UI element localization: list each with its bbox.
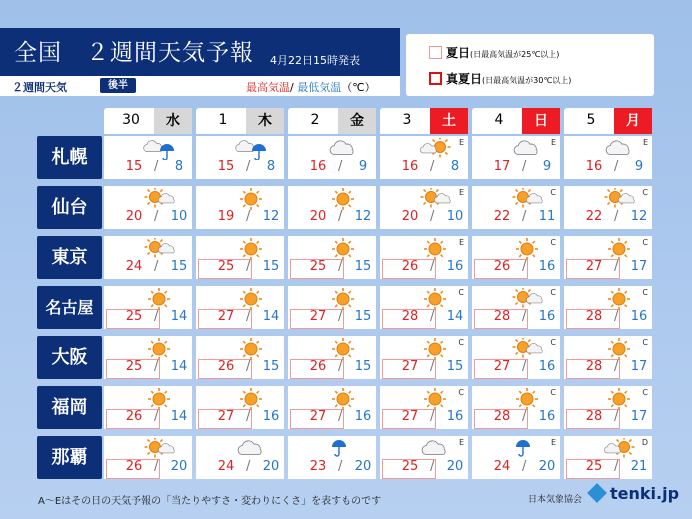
min-temp: 14 xyxy=(170,309,188,324)
forecast-cell xyxy=(472,236,560,279)
max-temp: 26 xyxy=(125,459,143,474)
min-temp-label: 最低気温 xyxy=(297,81,342,94)
forecast-cell xyxy=(564,336,652,379)
min-temp: 21 xyxy=(630,459,648,474)
max-temp: 27 xyxy=(217,409,235,424)
sun-icon xyxy=(416,288,454,310)
organization: 日本気象協会 xyxy=(528,495,583,505)
sun-icon xyxy=(324,338,362,360)
temp-separator: / xyxy=(614,209,619,224)
forecast-cell xyxy=(196,286,284,329)
city-label: 仙台 xyxy=(37,186,102,229)
min-temp: 17 xyxy=(630,359,648,374)
sun-icon xyxy=(600,388,638,410)
cloud-icon xyxy=(600,138,638,160)
max-temp: 25 xyxy=(217,259,235,274)
temp-separator: / xyxy=(522,359,527,374)
hot-label: 真夏日 xyxy=(446,72,483,86)
day-header-4 xyxy=(472,108,560,134)
logo-text: tenki.jp xyxy=(610,484,680,503)
temp-separator: / xyxy=(154,259,159,274)
temp-separator: / xyxy=(246,259,251,274)
day-weekday: 日 xyxy=(522,108,560,134)
max-temp: 25 xyxy=(125,309,143,324)
forecast-cell xyxy=(472,386,560,429)
max-temp: 25 xyxy=(125,359,143,374)
cloud-rain-icon xyxy=(232,138,270,160)
city-label: 名古屋 xyxy=(37,286,102,329)
temp-separator: / xyxy=(614,459,619,474)
max-temp: 26 xyxy=(309,359,327,374)
cloud-sun-icon xyxy=(416,138,454,160)
forecast-cell xyxy=(380,286,468,329)
forecast-cell xyxy=(380,436,468,479)
max-temp: 25 xyxy=(309,259,327,274)
temp-separator: / xyxy=(614,409,619,424)
min-temp: 15 xyxy=(354,259,372,274)
min-temp: 20 xyxy=(262,459,280,474)
reliability-rank: C xyxy=(642,388,648,397)
temp-separator: / xyxy=(246,459,251,474)
forecast-cell xyxy=(104,436,192,479)
max-temp: 17 xyxy=(493,159,511,174)
legend-box xyxy=(406,34,654,96)
reliability-rank: C xyxy=(458,338,464,347)
min-temp: 12 xyxy=(262,209,280,224)
min-temp: 16 xyxy=(446,259,464,274)
sun-icon xyxy=(324,238,362,260)
forecast-cell xyxy=(104,136,192,179)
forecast-cell xyxy=(472,336,560,379)
hot-swatch xyxy=(429,72,442,85)
min-temp: 16 xyxy=(262,409,280,424)
cloud-sun-icon xyxy=(600,438,638,460)
temp-legend xyxy=(246,79,376,95)
forecast-cell xyxy=(564,136,652,179)
temp-separator: / xyxy=(246,309,251,324)
sun-icon xyxy=(140,288,178,310)
footnote: A～Eはその日の天気予報の「当たりやすさ・変わりにくさ」を表すものです xyxy=(38,496,382,507)
forecast-cell xyxy=(380,236,468,279)
min-temp: 15 xyxy=(170,259,188,274)
half-badge: 後半 xyxy=(100,78,136,93)
sun-icon xyxy=(232,238,270,260)
forecast-cell xyxy=(380,186,468,229)
min-temp: 16 xyxy=(538,309,556,324)
max-temp: 24 xyxy=(217,459,235,474)
day-header-3 xyxy=(380,108,468,134)
min-temp: 16 xyxy=(538,409,556,424)
max-temp: 23 xyxy=(309,459,327,474)
temp-separator: / xyxy=(430,259,435,274)
temp-separator: / xyxy=(246,409,251,424)
forecast-cell xyxy=(564,286,652,329)
temp-separator: / xyxy=(614,309,619,324)
min-temp: 8 xyxy=(450,159,460,174)
max-temp: 28 xyxy=(585,309,603,324)
cloud-icon xyxy=(416,438,454,460)
sun-icon xyxy=(508,388,546,410)
city-label: 福岡 xyxy=(37,386,102,429)
sun-cloud-icon xyxy=(140,188,178,210)
forecast-cell xyxy=(104,336,192,379)
temp-separator: / xyxy=(430,459,435,474)
min-temp: 20 xyxy=(354,459,372,474)
forecast-cell xyxy=(288,236,376,279)
min-temp: 16 xyxy=(446,409,464,424)
max-temp: 27 xyxy=(401,409,419,424)
temp-separator: / xyxy=(154,409,159,424)
forecast-cell xyxy=(288,436,376,479)
forecast-cell xyxy=(288,186,376,229)
tenki-logo[interactable] xyxy=(590,484,679,503)
reliability-rank: E xyxy=(458,188,464,197)
sun-icon xyxy=(600,238,638,260)
sun-icon xyxy=(600,338,638,360)
min-temp: 17 xyxy=(630,259,648,274)
min-temp: 16 xyxy=(538,359,556,374)
max-temp: 27 xyxy=(309,309,327,324)
temp-separator: / xyxy=(338,459,343,474)
sun-icon xyxy=(416,338,454,360)
rain-icon xyxy=(508,438,546,460)
city-label: 那覇 xyxy=(37,436,102,479)
temp-separator: / xyxy=(154,209,159,224)
min-temp: 20 xyxy=(446,459,464,474)
hot-note: (日最高気温が30℃以上) xyxy=(482,76,572,85)
temp-separator: / xyxy=(522,159,527,174)
sun-icon xyxy=(140,388,178,410)
day-header-0 xyxy=(104,108,192,134)
logo-icon xyxy=(587,483,607,503)
min-temp: 15 xyxy=(446,359,464,374)
sun-cloud-icon xyxy=(508,338,546,360)
max-temp: 27 xyxy=(493,359,511,374)
max-temp: 28 xyxy=(493,409,511,424)
sun-icon xyxy=(140,338,178,360)
forecast-cell xyxy=(288,136,376,179)
temp-separator: / xyxy=(522,459,527,474)
max-temp: 25 xyxy=(585,459,603,474)
forecast-cell xyxy=(380,136,468,179)
max-temp: 28 xyxy=(493,309,511,324)
forecast-cell xyxy=(104,286,192,329)
min-temp: 10 xyxy=(170,209,188,224)
forecast-cell xyxy=(380,336,468,379)
city-label: 大阪 xyxy=(37,336,102,379)
temp-separator: / xyxy=(522,209,527,224)
temp-separator: / xyxy=(614,159,619,174)
min-temp: 9 xyxy=(634,159,644,174)
day-weekday: 木 xyxy=(246,108,284,134)
sun-icon xyxy=(324,288,362,310)
max-temp: 15 xyxy=(217,159,235,174)
temp-separator: / xyxy=(430,409,435,424)
reliability-rank: E xyxy=(550,438,556,447)
sun-cloud-icon xyxy=(600,188,638,210)
temp-separator: / xyxy=(522,309,527,324)
temp-separator: / xyxy=(338,209,343,224)
max-temp: 19 xyxy=(217,209,235,224)
legend-hot xyxy=(446,70,571,87)
sun-icon xyxy=(232,188,270,210)
temp-separator: / xyxy=(338,309,343,324)
max-temp-label: 最高気温 xyxy=(246,81,290,94)
max-temp: 27 xyxy=(217,309,235,324)
day-date: 3 xyxy=(402,112,412,128)
min-temp: 15 xyxy=(262,359,280,374)
day-weekday: 土 xyxy=(430,108,468,134)
temp-separator: / xyxy=(338,159,343,174)
temp-separator: / xyxy=(430,209,435,224)
temp-separator: / xyxy=(154,359,159,374)
min-temp: 10 xyxy=(446,209,464,224)
temp-separator: / xyxy=(338,409,343,424)
min-temp: 14 xyxy=(446,309,464,324)
max-temp: 25 xyxy=(401,459,419,474)
sun-icon xyxy=(324,188,362,210)
legend-summer xyxy=(446,44,559,61)
temp-separator: / xyxy=(430,159,435,174)
city-label: 東京 xyxy=(37,236,102,279)
max-temp: 28 xyxy=(585,409,603,424)
temp-separator: / xyxy=(246,159,251,174)
cloud-rain-icon xyxy=(140,138,178,160)
forecast-cell xyxy=(104,236,192,279)
subheader xyxy=(0,76,400,96)
temp-separator: / xyxy=(154,159,159,174)
max-temp: 16 xyxy=(401,159,419,174)
max-temp: 24 xyxy=(125,259,143,274)
forecast-cell xyxy=(196,336,284,379)
forecast-cell xyxy=(472,186,560,229)
min-temp: 20 xyxy=(170,459,188,474)
summer-swatch xyxy=(429,46,442,59)
max-temp: 20 xyxy=(125,209,143,224)
reliability-rank: C xyxy=(642,288,648,297)
reliability-rank: C xyxy=(458,288,464,297)
reliability-rank: C xyxy=(642,188,648,197)
day-date: 1 xyxy=(218,112,228,128)
sun-cloud-icon xyxy=(508,288,546,310)
temp-separator: / xyxy=(614,259,619,274)
forecast-cell xyxy=(472,436,560,479)
max-temp: 26 xyxy=(125,409,143,424)
temp-separator: / xyxy=(430,309,435,324)
max-temp: 20 xyxy=(401,209,419,224)
min-temp: 9 xyxy=(358,159,368,174)
max-temp: 15 xyxy=(125,159,143,174)
day-date: 4 xyxy=(494,112,504,128)
reliability-rank: C xyxy=(550,338,556,347)
cloud-icon xyxy=(324,138,362,160)
forecast-cell xyxy=(288,336,376,379)
page-title: 全国 ２週間天気予報 xyxy=(14,40,254,66)
reliability-rank: E xyxy=(550,138,556,147)
sun-icon xyxy=(232,338,270,360)
min-temp: 12 xyxy=(630,209,648,224)
forecast-cell xyxy=(196,136,284,179)
max-temp: 28 xyxy=(401,309,419,324)
sun-cloud-icon xyxy=(508,188,546,210)
sun-cloud-icon xyxy=(416,188,454,210)
min-temp: 14 xyxy=(170,409,188,424)
sun-icon xyxy=(416,388,454,410)
temp-separator: / xyxy=(430,359,435,374)
temp-slash: / xyxy=(290,81,294,94)
max-temp: 26 xyxy=(493,259,511,274)
forecast-cell xyxy=(288,286,376,329)
max-temp: 20 xyxy=(309,209,327,224)
min-temp: 15 xyxy=(354,359,372,374)
forecast-cell xyxy=(196,236,284,279)
reliability-rank: C xyxy=(550,388,556,397)
min-temp: 8 xyxy=(266,159,276,174)
reliability-rank: C xyxy=(550,188,556,197)
forecast-cell xyxy=(472,136,560,179)
reliability-rank: E xyxy=(458,138,464,147)
temp-separator: / xyxy=(522,259,527,274)
forecast-cell xyxy=(196,386,284,429)
reliability-rank: C xyxy=(458,388,464,397)
forecast-cell xyxy=(104,186,192,229)
forecast-cell xyxy=(288,386,376,429)
reliability-rank: C xyxy=(550,288,556,297)
summer-note: (日最高気温が25℃以上) xyxy=(470,50,560,59)
min-temp: 14 xyxy=(170,359,188,374)
min-temp: 16 xyxy=(538,259,556,274)
day-date: 2 xyxy=(310,112,320,128)
min-temp: 14 xyxy=(262,309,280,324)
sun-cloud-icon xyxy=(140,438,178,460)
forecast-cell xyxy=(564,236,652,279)
max-temp: 16 xyxy=(585,159,603,174)
forecast-cell xyxy=(564,386,652,429)
cloud-icon xyxy=(508,138,546,160)
sun-cloud-icon xyxy=(140,238,178,260)
reliability-rank: C xyxy=(550,238,556,247)
day-header-1 xyxy=(196,108,284,134)
rain-icon xyxy=(324,438,362,460)
sun-icon xyxy=(324,388,362,410)
forecast-cell xyxy=(472,286,560,329)
sun-icon xyxy=(232,288,270,310)
temp-unit: （℃） xyxy=(341,81,376,94)
temp-separator: / xyxy=(614,359,619,374)
forecast-cell xyxy=(564,436,652,479)
min-temp: 20 xyxy=(538,459,556,474)
reliability-rank: D xyxy=(641,438,648,447)
temp-separator: / xyxy=(338,359,343,374)
sun-icon xyxy=(600,288,638,310)
day-header-5 xyxy=(564,108,652,134)
day-header-2 xyxy=(288,108,376,134)
forecast-label: ２週間天気 xyxy=(12,81,67,94)
temp-separator: / xyxy=(338,259,343,274)
max-temp: 26 xyxy=(217,359,235,374)
sun-icon xyxy=(508,238,546,260)
temp-separator: / xyxy=(246,209,251,224)
sun-icon xyxy=(232,388,270,410)
min-temp: 8 xyxy=(174,159,184,174)
max-temp: 26 xyxy=(401,259,419,274)
reliability-rank: E xyxy=(458,438,464,447)
max-temp: 27 xyxy=(585,259,603,274)
temp-separator: / xyxy=(154,459,159,474)
max-temp: 22 xyxy=(585,209,603,224)
max-temp: 27 xyxy=(401,359,419,374)
day-weekday: 水 xyxy=(154,108,192,134)
sun-icon xyxy=(416,238,454,260)
max-temp: 27 xyxy=(309,409,327,424)
forecast-cell xyxy=(196,436,284,479)
day-date: 5 xyxy=(586,112,596,128)
reliability-rank: C xyxy=(642,238,648,247)
max-temp: 24 xyxy=(493,459,511,474)
day-weekday: 月 xyxy=(614,108,652,134)
max-temp: 22 xyxy=(493,209,511,224)
max-temp: 16 xyxy=(309,159,327,174)
forecast-cell xyxy=(104,386,192,429)
temp-separator: / xyxy=(154,309,159,324)
summer-label: 夏日 xyxy=(446,46,471,60)
max-temp: 28 xyxy=(585,359,603,374)
min-temp: 15 xyxy=(262,259,280,274)
min-temp: 12 xyxy=(354,209,372,224)
day-weekday: 金 xyxy=(338,108,376,134)
min-temp: 17 xyxy=(630,409,648,424)
min-temp: 16 xyxy=(630,309,648,324)
cloud-icon xyxy=(232,438,270,460)
forecast-cell xyxy=(196,186,284,229)
reliability-rank: E xyxy=(642,138,648,147)
forecast-cell xyxy=(380,386,468,429)
reliability-rank: C xyxy=(642,338,648,347)
min-temp: 11 xyxy=(538,209,556,224)
forecast-cell xyxy=(564,186,652,229)
temp-separator: / xyxy=(522,409,527,424)
issued-time: 4月22日15時発表 xyxy=(270,54,360,67)
temp-separator: / xyxy=(246,359,251,374)
reliability-rank: E xyxy=(458,238,464,247)
day-date: 30 xyxy=(122,112,140,128)
city-label: 札幌 xyxy=(37,136,102,179)
min-temp: 9 xyxy=(542,159,552,174)
min-temp: 16 xyxy=(354,409,372,424)
min-temp: 15 xyxy=(354,309,372,324)
